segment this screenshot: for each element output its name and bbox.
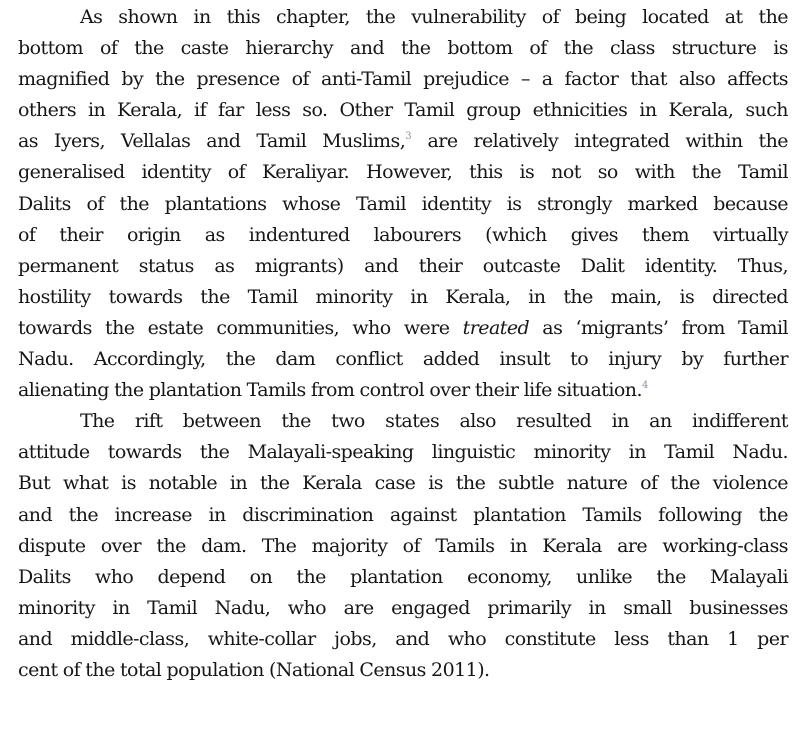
- text-run: as Iyers, Vellalas and Tamil Muslims,: [18, 130, 406, 153]
- text-line: But what is notable in the Kerala case is the subtle nature of the violence: [18, 472, 788, 495]
- text-line: and middle-class, white-collar jobs, and who constitute less than 1 per: [18, 627, 788, 650]
- paragraph-2: [18, 406, 788, 686]
- text-line: others in Kerala, if far less so. Other Tamil group ethnicities in Kerala, such: [18, 99, 788, 122]
- text-line: [18, 313, 788, 344]
- document-page: [18, 0, 788, 686]
- text-line: As shown in this chapter, the vulnerability of being located at the: [80, 6, 788, 28]
- text-line: permanent status as migrants) and their outcaste Dalit identity. Thus,: [18, 254, 788, 277]
- text-line: generalised identity of Keraliyar. However, this is not so with the Tamil: [18, 161, 788, 184]
- text-line: [18, 126, 788, 157]
- text-run: alienating the plantation Tamils from control over their life situation.: [18, 379, 642, 402]
- text-line: The rift between the two states also resulted in an indifferent: [80, 410, 788, 433]
- emphasis-text: treated: [462, 316, 530, 339]
- text-line: dispute over the dam. The majority of Tamils in Kerala are working-class: [18, 534, 788, 557]
- text-line: Dalits who depend on the plantation economy, unlike the Malayali: [18, 565, 788, 588]
- text-line: attitude towards the Malayali-speaking linguistic minority in Tamil Nadu.: [18, 441, 788, 464]
- text-line: Nadu. Accordingly, the dam conflict added insult to injury by further: [18, 348, 788, 371]
- text-run: as ‘migrants’ from Tamil: [529, 316, 789, 339]
- footnote-marker[interactable]: 4: [641, 380, 649, 392]
- text-run: towards the estate communities, who were: [18, 316, 463, 339]
- text-line: magnified by the presence of anti-Tamil prejudice – a factor that also affects: [18, 68, 788, 91]
- text-line: cent of the total population (National Census 2011).: [18, 658, 490, 681]
- paragraph-1: [18, 2, 788, 406]
- text-line: and the increase in discrimination against plantation Tamils following the: [18, 503, 788, 526]
- text-line: Dalits of the plantations whose Tamil identity is strongly marked because: [18, 192, 788, 215]
- footnote-marker[interactable]: 3: [405, 131, 412, 143]
- text-run: are relatively integrated within the: [411, 130, 788, 153]
- text-line: hostility towards the Tamil minority in Kerala, in the main, is directed: [18, 285, 788, 308]
- text-line: [18, 375, 788, 406]
- text-line: minority in Tamil Nadu, who are engaged primarily in small businesses: [18, 596, 788, 619]
- text-line: bottom of the caste hierarchy and the bottom of the class structure is: [18, 37, 788, 60]
- text-line: of their origin as indentured labourers (which gives them virtually: [18, 223, 788, 246]
